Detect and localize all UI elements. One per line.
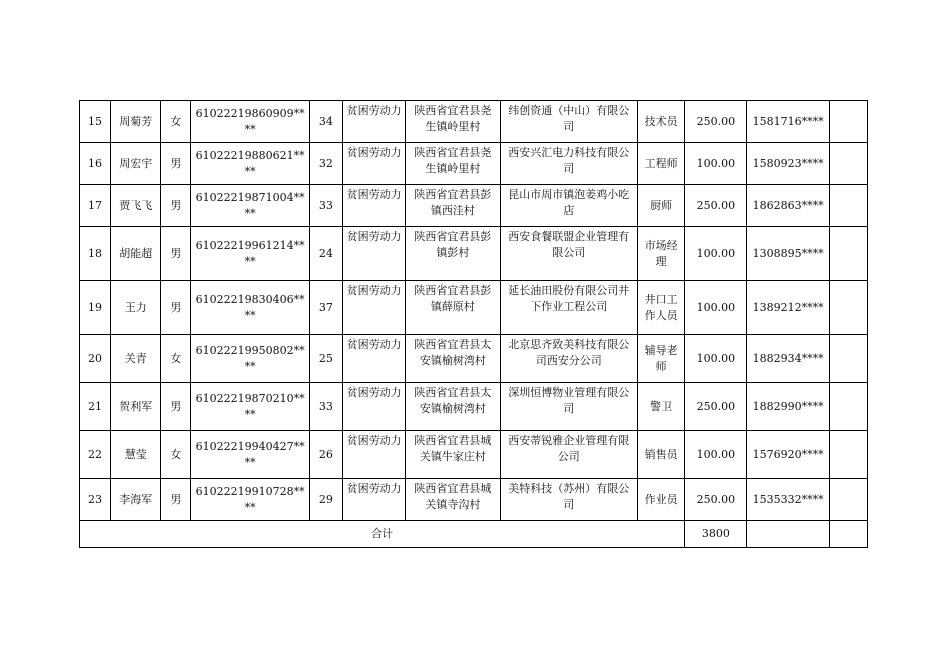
address-cell: 陕西省宜君县太安镇榆树湾村: [406, 383, 500, 431]
amount-cell: 250.00: [685, 383, 747, 431]
job-cell: 技术员: [638, 101, 685, 143]
row-number: 21: [80, 383, 111, 431]
table-body: [80, 101, 868, 521]
gender-cell: 男: [161, 143, 191, 185]
category-cell: 贫困劳动力: [342, 431, 405, 479]
phone-cell: 1862863****: [747, 185, 829, 227]
phone-cell: 1581716****: [747, 101, 829, 143]
phone-cell: 1389212****: [747, 281, 829, 335]
address-cell: 陕西省宜君县太安镇榆树湾村: [406, 335, 500, 383]
phone-cell: 1882934****: [747, 335, 829, 383]
id-number: 61022219950802****: [191, 335, 309, 383]
note-cell: [829, 143, 867, 185]
job-cell: 销售员: [638, 431, 685, 479]
category-cell: 贫困劳动力: [342, 185, 405, 227]
category-cell: 贫困劳动力: [342, 281, 405, 335]
note-cell: [829, 227, 867, 281]
company-cell: 昆山市周市镇泡姜鸡小吃店: [500, 185, 638, 227]
job-cell: 井口工作人员: [638, 281, 685, 335]
gender-cell: 女: [161, 335, 191, 383]
id-number: 61022219961214****: [191, 227, 309, 281]
phone-cell: 1882990****: [747, 383, 829, 431]
gender-cell: 女: [161, 431, 191, 479]
table-row: [80, 335, 868, 383]
category-cell: 贫困劳动力: [342, 227, 405, 281]
row-number: 22: [80, 431, 111, 479]
gender-cell: 女: [161, 101, 191, 143]
job-cell: 作业员: [638, 479, 685, 521]
company-cell: 深圳恒博物业管理有限公司: [500, 383, 638, 431]
company-cell: 西安蒂锐雅企业管理有限公司: [500, 431, 638, 479]
phone-cell: 1576920****: [747, 431, 829, 479]
person-name: 慧莹: [111, 431, 161, 479]
note-cell: [829, 281, 867, 335]
age-cell: 34: [309, 101, 342, 143]
person-name: 李海军: [111, 479, 161, 521]
person-name: 贾飞飞: [111, 185, 161, 227]
row-number: 19: [80, 281, 111, 335]
category-cell: 贫困劳动力: [342, 383, 405, 431]
id-number: 61022219870210****: [191, 383, 309, 431]
phone-cell: 1580923****: [747, 143, 829, 185]
job-cell: 市场经理: [638, 227, 685, 281]
person-name: 贺利军: [111, 383, 161, 431]
age-cell: 26: [309, 431, 342, 479]
id-number: 61022219910728****: [191, 479, 309, 521]
company-cell: 西安兴汇电力科技有限公司: [500, 143, 638, 185]
id-number: 61022219830406****: [191, 281, 309, 335]
person-name: 关青: [111, 335, 161, 383]
table-row: [80, 479, 868, 521]
row-number: 16: [80, 143, 111, 185]
roster-table: [79, 100, 868, 548]
note-cell: [829, 101, 867, 143]
gender-cell: 男: [161, 185, 191, 227]
person-name: 胡能超: [111, 227, 161, 281]
gender-cell: 男: [161, 479, 191, 521]
id-number: 61022219860909****: [191, 101, 309, 143]
address-cell: 陕西省宜君县彭镇彭村: [406, 227, 500, 281]
address-cell: 陕西省宜君县彭镇薛原村: [406, 281, 500, 335]
id-number: 61022219880621****: [191, 143, 309, 185]
company-cell: 延长油田股份有限公司井下作业工程公司: [500, 281, 638, 335]
gender-cell: 男: [161, 281, 191, 335]
address-cell: 陕西省宜君县尧生镇岭里村: [406, 101, 500, 143]
table-row: [80, 143, 868, 185]
job-cell: 警卫: [638, 383, 685, 431]
table-row: [80, 101, 868, 143]
total-amount: 3800: [685, 521, 747, 548]
job-cell: 辅导老师: [638, 335, 685, 383]
address-cell: 陕西省宜君县尧生镇岭里村: [406, 143, 500, 185]
category-cell: 贫困劳动力: [342, 335, 405, 383]
phone-cell: 1535332****: [747, 479, 829, 521]
category-cell: 贫困劳动力: [342, 143, 405, 185]
note-cell: [829, 185, 867, 227]
age-cell: 29: [309, 479, 342, 521]
amount-cell: 250.00: [685, 185, 747, 227]
gender-cell: 男: [161, 383, 191, 431]
age-cell: 25: [309, 335, 342, 383]
age-cell: 33: [309, 383, 342, 431]
job-cell: 厨师: [638, 185, 685, 227]
gender-cell: 男: [161, 227, 191, 281]
table-row: [80, 227, 868, 281]
phone-cell: 1308895****: [747, 227, 829, 281]
address-cell: 陕西省宜君县彭镇西洼村: [406, 185, 500, 227]
amount-cell: 100.00: [685, 143, 747, 185]
address-cell: 陕西省宜君县城关镇牛家庄村: [406, 431, 500, 479]
note-cell: [829, 335, 867, 383]
category-cell: 贫困劳动力: [342, 479, 405, 521]
row-number: 18: [80, 227, 111, 281]
age-cell: 24: [309, 227, 342, 281]
table-row: [80, 185, 868, 227]
amount-cell: 250.00: [685, 101, 747, 143]
total-phone-cell: [747, 521, 829, 548]
company-cell: 美特科技（苏州）有限公司: [500, 479, 638, 521]
person-name: 周宏宇: [111, 143, 161, 185]
row-number: 17: [80, 185, 111, 227]
amount-cell: 100.00: [685, 335, 747, 383]
total-row: [80, 521, 868, 548]
note-cell: [829, 479, 867, 521]
row-number: 20: [80, 335, 111, 383]
company-cell: 北京思齐致美科技有限公司西安分公司: [500, 335, 638, 383]
total-note-cell: [829, 521, 867, 548]
job-cell: 工程师: [638, 143, 685, 185]
category-cell: 贫困劳动力: [342, 101, 405, 143]
amount-cell: 100.00: [685, 281, 747, 335]
person-name: 王力: [111, 281, 161, 335]
amount-cell: 100.00: [685, 227, 747, 281]
company-cell: 西安食餐联盟企业管理有限公司: [500, 227, 638, 281]
id-number: 61022219940427****: [191, 431, 309, 479]
person-name: 周菊芳: [111, 101, 161, 143]
note-cell: [829, 383, 867, 431]
age-cell: 37: [309, 281, 342, 335]
company-cell: 纬创资通（中山）有限公司: [500, 101, 638, 143]
age-cell: 33: [309, 185, 342, 227]
amount-cell: 100.00: [685, 431, 747, 479]
amount-cell: 250.00: [685, 479, 747, 521]
table-row: [80, 383, 868, 431]
note-cell: [829, 431, 867, 479]
id-number: 61022219871004****: [191, 185, 309, 227]
row-number: 23: [80, 479, 111, 521]
age-cell: 32: [309, 143, 342, 185]
total-label: 合计: [80, 521, 685, 548]
table-row: [80, 281, 868, 335]
row-number: 15: [80, 101, 111, 143]
address-cell: 陕西省宜君县城关镇寺沟村: [406, 479, 500, 521]
table-row: [80, 431, 868, 479]
